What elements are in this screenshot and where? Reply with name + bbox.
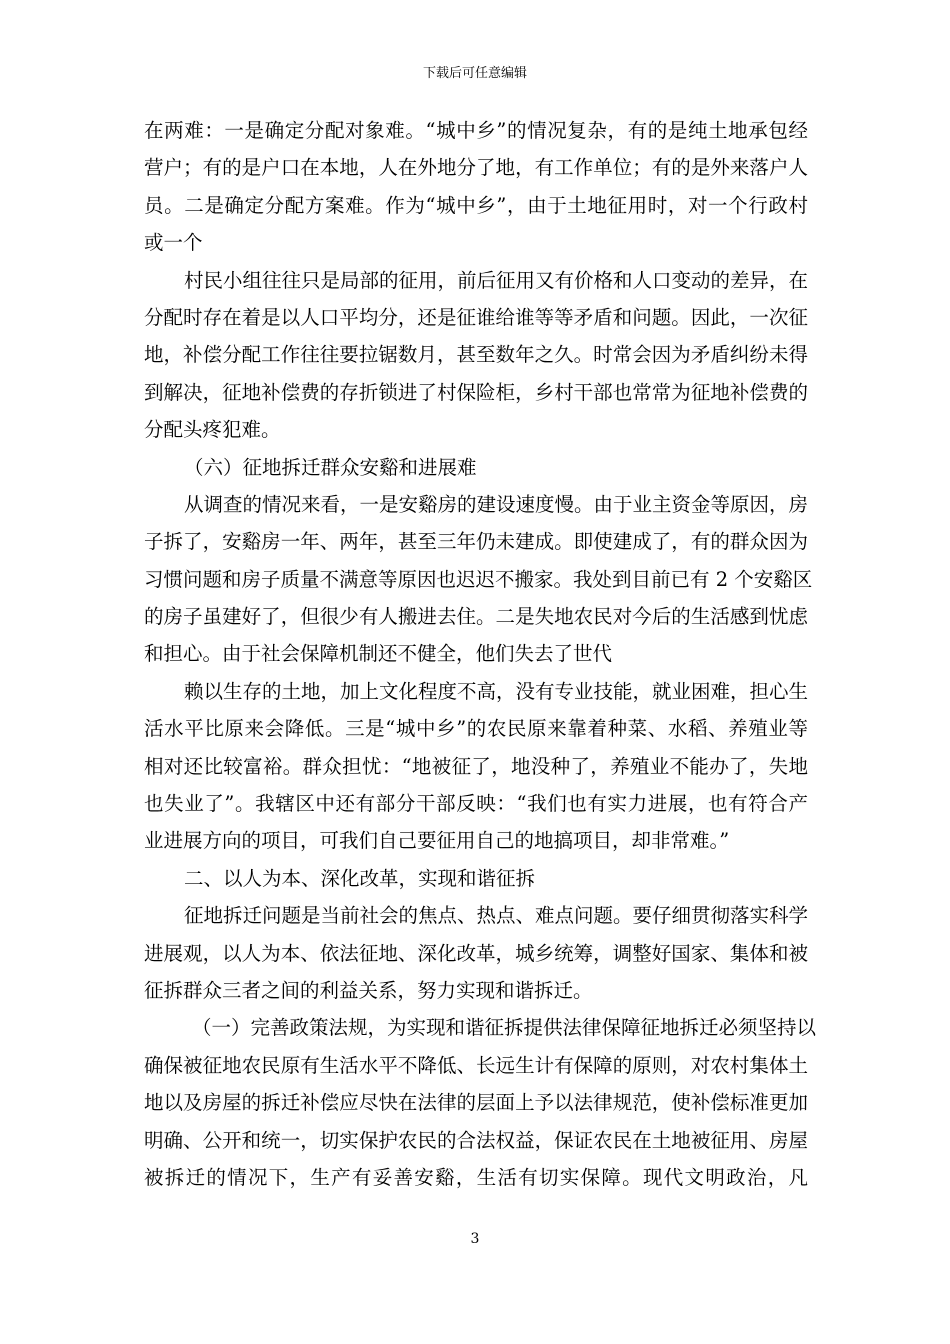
text-line: 活水平比原来会降低。三是“城中乡”的农民原来靠着种菜、水稻、养殖业等 <box>144 717 808 741</box>
text-line: 相对还比较富裕。群众担忧：“地被征了，地没种了，养殖业不能办了，失地 <box>144 754 808 778</box>
text-line: 分配头疼犯难。 <box>144 418 281 442</box>
text-line: 和担心。由于社会保障机制还不健全，他们失去了世代 <box>144 642 613 666</box>
paragraph-first-line: 从调查的情况来看，一是安谿房的建设速度慢。由于业主资金等原因，房 <box>184 492 809 516</box>
text-line: 分配时存在着是以人口平均分，还是征谁给谁等等矛盾和问题。因此，一次征 <box>144 305 808 329</box>
text-line: 确保被征地农民原有生活水平不降低、长远生计有保障的原则，对农村集体土 <box>144 1053 808 1077</box>
text-line: 业进展方向的项目，可我们自己要征用自己的地搞项目，却非常难。” <box>144 829 730 853</box>
text-line: 进展观，以人为本、依法征地、深化改革，城乡统筹，调整好国家、集体和被 <box>144 941 808 965</box>
text-line: 员。二是确定分配方案难。作为“城中乡”，由于土地征用时，对一个行政村 <box>144 193 808 217</box>
paragraph-first-line: 赖以生存的土地，加上文化程度不高，没有专业技能，就业困难，担心生 <box>184 679 809 703</box>
text-line: 在两难：一是确定分配对象难。“城中乡”的情况复杂，有的是纯土地承包经 <box>144 119 808 142</box>
text-line: 地以及房屋的拆迁补偿应尽快在法律的层面上予以法律规范，使补偿标准更加 <box>144 1091 808 1115</box>
page-header-note: 下载后可任意编辑 <box>422 66 527 81</box>
text-line: 被拆迁的情况下，生产有妥善安谿，生活有切实保障。现代文明政治，凡 <box>144 1165 808 1189</box>
text-line: 或一个 <box>144 231 203 255</box>
document-body <box>144 112 817 1196</box>
text-line: 营户；有的是户口在本地，人在外地分了地，有工作单位；有的是外来落户人 <box>144 156 808 180</box>
paragraph-first-line: 征地拆迁问题是当前社会的焦点、热点、难点问题。要仔细贯彻落实科学 <box>184 904 809 928</box>
subsection-heading-1: （一）完善政策法规，为实现和谐征拆提供法律保障征地拆迁必须坚持以 <box>192 1016 817 1040</box>
text-line: 到解决，征地补偿费的存折锁进了村保险柜，乡村干部也常常为征地补偿费的 <box>144 380 808 404</box>
text-line: 习惯问题和房子质量不满意等原因也迟迟不搬家。我处到目前已有 2 个安谿区 <box>144 567 813 591</box>
section-heading-2: 二、以人为本、深化改革，实现和谐征拆 <box>184 866 536 890</box>
section-heading-6: （六）征地拆迁群众安谿和进展难 <box>184 455 477 479</box>
page-number: 3 <box>470 1231 480 1247</box>
text-line: 的房子虽建好了，但很少有人搬进去住。二是失地农民对今后的生活感到忧虑 <box>144 605 808 629</box>
text-line: 子拆了，安谿房一年、两年，甚至三年仍未建成。即使建成了，有的群众因为 <box>144 530 808 554</box>
text-line: 也失业了”。我辖区中还有部分干部反映：“我们也有实力进展，也有符合产 <box>144 792 808 816</box>
text-line: 征拆群众三者之间的利益关系，努力实现和谐拆迁。 <box>144 978 593 1002</box>
paragraph-first-line: 村民小组往往只是局部的征用，前后征用又有价格和人口变动的差异，在 <box>184 268 809 292</box>
text-line: 地，补偿分配工作往往要拉锯数月，甚至数年之久。时常会因为矛盾纠纷未得 <box>144 343 808 367</box>
text-line: 明确、公开和统一，切实保护农民的合法权益，保证农民在土地被征用、房屋 <box>144 1128 808 1152</box>
